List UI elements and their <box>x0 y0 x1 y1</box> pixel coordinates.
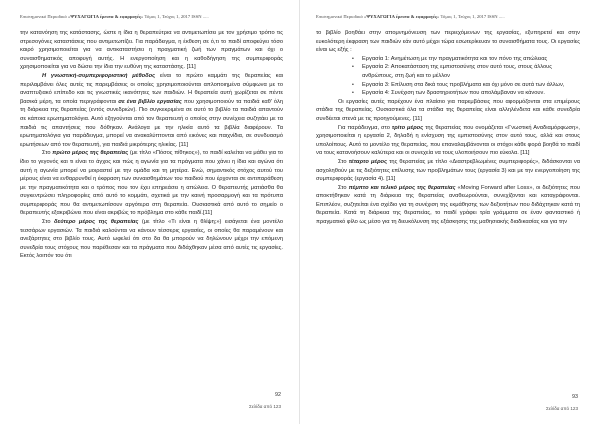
page-footer: Σελίδα από 123 <box>248 404 281 409</box>
page-number: 92 <box>275 392 281 398</box>
paragraph: Οι εργασίες αυτές παρέχουν ένα πλαίσιο για παρεμβάσεις που αφορμόζονται στα επιμέρους στάδια της θεραπείας. Ουσιαστικά όλα τα στάδια της θεραπείας είναι αλληλένδετα και κάθε συνεδρία συνδέεται στενά με τις προηγούμενες. [11] <box>316 98 580 122</box>
page-number: 93 <box>572 394 578 400</box>
emphasis-term: Η γνωστική-συμπεριφοριστική μέθοδος <box>42 72 156 79</box>
emphasis-term: σε ένα βιβλίο εργασίας <box>118 98 182 105</box>
page-header: Επιστημονικό Περιοδικό «ΨΥΧΑΓΩΓΙΑ έρευνα & εφαρμογές» Τόμος 1, Τεύχος 1, 2017 ISSN ..... <box>20 14 209 19</box>
emphasis-term: τέταρτο μέρος <box>348 158 388 165</box>
emphasis-term: πρώτο μέρος της θεραπείας <box>52 150 129 157</box>
paragraph: την κατανόηση της κατάστασης, ώστε η ίδια η θεραπεύτρια να αντιμετωπίσει με τον χρήσιμο τρόπο τις στρεσογόνες καταστάσεις που αντιμετωπίζει. Για παράδειγμα, η έκθεση σε ό,τι το παιδί αποφεύγει τόσο καιρό χρησιμοποιείται για να αντικαταστήσει η πραγματική ζωή των πραγμάτων και όχι ο συναισθηματικός αποφυγή αυτής. Η ενεργοποίηση και η καθοδήγηση της συμπεριφοράς χρησιμοποιείται για να δώσει την ίδια την ευθύνη της καταστάσης. [11] <box>20 30 283 71</box>
journal-title: ΨΥΧΑΓΩΓΙΑ έρευνα & εφαρμογές <box>366 14 438 19</box>
paragraph: Στο πέμπτο και τελικό μέρος της θεραπείας «Moving Forward after Loss», οι δεξιότητες που αποκτήθηκαν κατά τη διάρκεια της θεραπείας αναθεωρούνται, συνεχίζονται και καταγράφονται. Επιπλέον, συζητείται ένα σχέδιο για τη συνέχιση της εκμάθησης των δεξιοτήτων που διδάχτηκαν κατά τη θεραπεία. Κατά τη διάρκεια της θεραπείας, το παιδί γράφει τρία γράμματα σε έναν φανταστικό ή πραγματικό φίλο ως μέσο για τη διευκόλυνση της εξάσκησης της μαθησιακής διαδικασίας και για την <box>316 184 580 226</box>
emphasis-term: δεύτερο μέρος της θεραπείας <box>54 219 139 226</box>
paragraph: Στο πρώτο μέρος της θεραπείας (με τίτλο «Πόσος πίθηκος»), το παιδί καλείται να μάθει για το ίδιο το γεγονός και τι είναι το άγχος και πώς η αγωνία για τα πράγματα που χάνει η ίδια και αγώνα ότι αυτή η αγωνία μπορεί να μοιραστεί με την ομάδα και τη μητέρα. Ενώ, σημαντικός στόχος αυτού του μέρους είναι να ενθαρρυνθεί η έκφραση των συναισθημάτων του παιδιού που έρχονται σε αντιπαράθεση με την πραγματικότητα και ο τρόπος που τον έχει επηρεάσει η απώλεια. Ο θεραπευτής ματιάσθα θα συγκεντρώσει πληροφορίες από αυτό το κομμάτι, σχετικά με την καινή προσαρμογή και τα πρότυπα συμπεριφοράς που θα αντιμετωπίσουν αργότερα στη θεραπεία. Ουσιαστικά από αυτό το σημείο ο θεραπευτής εξακριβώνει που είναι ακριβώς το πρόβλημα στο κάθε παιδί.[11] <box>20 150 284 217</box>
page-body <box>20 29 283 261</box>
bullet-icon: • <box>352 55 354 62</box>
bullet-icon: • <box>352 90 354 97</box>
paragraph: Στο δεύτερο μέρος της θεραπείας (με τίτλο «Τι είναι η θλίψη;») εισάγεται ένα μοντέλο τεσσάρων εργασιών. Τα παιδιά καλούνται να κάνουν τέσσερις εργασίες, οι οποίες θα παραμένουν και ανεξάρτητες στο βιβλίο τους. Αυτό ωφελεί ότι στο δα θα μπορούν να δηλώνουν μέχρι την επόμενη συνεδρία τους στόχους που παρέθεσαν και τα πράγματα που διδάχθηκαν μέσα από αυτές τις εργασίες. Εκτός λοιπόν του ότι <box>20 219 284 260</box>
right-page <box>300 0 600 424</box>
bullet-icon: • <box>352 64 354 71</box>
journal-title: ΨΥΧΑΓΩΓΙΑ έρευνα & εφαρμογές <box>70 14 142 19</box>
paragraph: Για παράδειγμα, στο τρίτο μέρος της θεραπείας που ονομάζεται «Γνωστική Αναδιαμόρφωση», χρησιμοποιείται η εργασία 2, δηλαδή η ενίσχυση της εμπιστοσύνης στον αυτό τους, αλλά και στους υπολοίπους. Αυτό το μοντέλο της θεραπείας, που επαναλαμβάνονται οι στόχοι κάθε φορά βοηθά το παιδί να τους κατανοήσουν καλύτερα και οι συνεχεία να τους υλοποιήσουν πιο εύκολα. [11] <box>316 124 580 157</box>
list-item: • Εργασία 4: Συνέχιση των δραστηριοτήτων που απολάμβαναν να κάνουν. <box>352 90 545 97</box>
page-header: Επιστημονικό Περιοδικό «ΨΥΧΑΓΩΓΙΑ έρευνα & εφαρμογές» Τόμος 1, Τεύχος 1, 2017 ISSN ..... <box>316 14 505 19</box>
list-item: • Εργασία 1: Ανημέτωση με την πραγματικότητα και τον πόνο της απώλειας <box>352 55 548 62</box>
task-list <box>316 55 580 98</box>
paragraph: Η γνωστική-συμπεριφοριστική μέθοδος είναι το πρώτο καμμάτι της θεραπείας και περιλαμβάνει όλες αυτές τις παρεμβάσεις οι οποίες χρησιμοποιούνται απλοποιημένα σύμφωνα με το αναπτυξιακό επίπεδο και τις γνωστικές ικανότητες των παιδιών. Η θεραπεία αυτή χωρίζεται σε πέντε βασικά μέρη, τα οποία περιγράφονται σε ένα βιβλίο εργασίας που χρησιμοποιούν τα παιδιά καθ' όλη τη διάρκεια της θεραπείας (εντός συνεδριών). Πιο συγκεκριμένα σε αυτό το βιβλίο τα παιδιά απαντούν σε κάποια ερωτηματολόγια. Αυτό εξηγούνται από τον θεραπευτή ο οποίος στην συνέχεια συζητάει με τα παιδιά τις απαντήσεις που δόθηκαν. Ανάλογα με την ηλικία αυτό τα βιβλία διαφέρουν. Τα ερωτηματολόγια για παράδειγμα, μπορεί να ανακαλύπτονται από εικόνες και παιχνίδια, σε συνδυασμό ερωτήσεων από τον θεραπευτή, για παιδιά μικρότερης ηλικίας. [11] <box>20 72 283 148</box>
page-body <box>316 29 580 227</box>
bullet-icon: • <box>352 81 354 88</box>
page-footer: Σελίδα από 123 <box>545 406 578 411</box>
emphasis-term: τρίτο μέρος <box>391 124 424 131</box>
list-item: • Εργασία 2: Αποκατάσταση της εμπιστοσύνης στον αυτό τους, στους άλλους ανθρώπους, στη ζωή και το μέλλον <box>352 64 553 79</box>
emphasis-term: πέμπτο και τελικό μέρος της θεραπείας <box>348 184 456 191</box>
list-item: • Εργασία 3: Επίλυση στα δικά τους προβλήματα και όχι μόνο σε αυτά των άλλων, <box>352 81 565 88</box>
paragraph: το βιβλίο βοηθάει στην απομνημόνευση των περιεχόμενων της εργασίας, εξυπηρετεί και στην ευκολότερη έκφραση των παιδιών εάν αυτό μέχρι τώρα εσωτερίκευαν το συναισθήματα τους. Οι εργασίες είναι ως εξής : <box>316 30 580 54</box>
paragraph: Στο τέταρτο μέρος της θεραπείας με τίτλο «Διαστρεβλωμένες συμπεριφορές», διδάσκονται να ασχοληθούν με τις δεξιότητες επίλυσης των προβλημάτων τους (εργασία 3) και με την ενεργοποίηση της συμπεριφοράς (εργασία 4). [11] <box>316 158 580 183</box>
